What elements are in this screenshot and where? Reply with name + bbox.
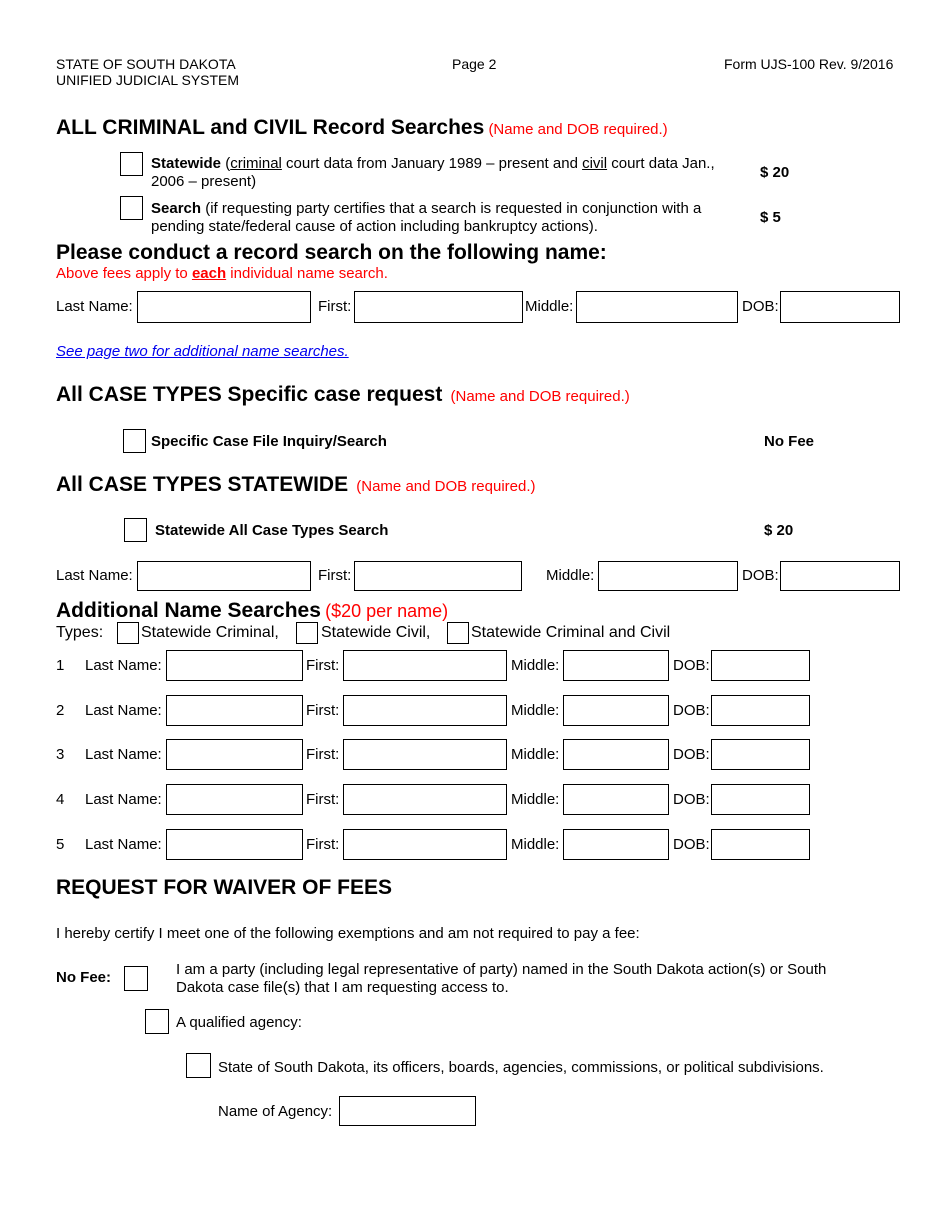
first-name-label: First: [318, 567, 352, 584]
first-name-label: First: [318, 298, 352, 315]
state-line-1: STATE OF SOUTH DAKOTA [56, 56, 236, 72]
types-label: Types: [56, 624, 104, 641]
last-name-field[interactable] [166, 739, 303, 770]
middle-name-label: Middle: [511, 746, 560, 763]
last-name-label: Last Name: [85, 746, 162, 763]
middle-name-field[interactable] [576, 291, 738, 323]
dob-label: DOB: [673, 746, 710, 763]
additional-searches-heading: Additional Name Searches ($20 per name) [56, 599, 449, 622]
certify-text: I hereby certify I meet one of the following exemptions and am not required to pay a fee: [56, 925, 640, 942]
last-name-field[interactable] [166, 650, 303, 681]
type-criminal-checkbox[interactable] [117, 622, 139, 644]
form-id: Form UJS-100 Rev. 9/2016 [724, 56, 894, 72]
first-name-label: First: [306, 657, 340, 674]
type-civil-label: Statewide Civil, [321, 624, 431, 641]
first-name-field[interactable] [343, 784, 507, 815]
middle-name-field[interactable] [563, 650, 669, 681]
middle-name-label: Middle: [511, 791, 560, 808]
required-note: (Name and DOB required.) [356, 478, 536, 495]
additional-price: ($20 per name) [325, 601, 449, 621]
type-criminal-civil-checkbox[interactable] [447, 622, 469, 644]
first-name-field[interactable] [343, 829, 507, 860]
required-note: (Name and DOB required.) [450, 388, 630, 405]
row-number: 2 [56, 702, 65, 719]
last-name-field[interactable] [137, 291, 311, 323]
specific-case-label: Specific Case File Inquiry/Search [151, 433, 387, 450]
middle-name-label: Middle: [511, 836, 560, 853]
row-number: 3 [56, 746, 65, 763]
middle-name-label: Middle: [525, 298, 574, 315]
statewide-checkbox[interactable] [120, 152, 143, 176]
last-name-label: Last Name: [56, 298, 133, 315]
search-checkbox[interactable] [120, 196, 143, 220]
name-of-agency-field[interactable] [339, 1096, 476, 1126]
row-number: 5 [56, 836, 65, 853]
first-name-field[interactable] [343, 650, 507, 681]
dob-field[interactable] [711, 829, 810, 860]
dob-field[interactable] [711, 739, 810, 770]
first-name-field[interactable] [343, 739, 507, 770]
first-name-label: First: [306, 836, 340, 853]
first-name-label: First: [306, 746, 340, 763]
no-fee-label: No Fee: [56, 969, 112, 986]
type-civil-checkbox[interactable] [296, 622, 318, 644]
specific-case-checkbox[interactable] [123, 429, 146, 453]
state-line-2: UNIFIED JUDICIAL SYSTEM [56, 72, 240, 88]
last-name-label: Last Name: [85, 836, 162, 853]
search-fee: $ 5 [760, 209, 781, 226]
specific-case-heading: All CASE TYPES Specific case request (Name and DOB required.) [56, 383, 630, 406]
statewide-description: Statewide (criminal court data from January 1989 – present and civil court data Jan., 2006 – present) [151, 155, 715, 190]
middle-name-field[interactable] [563, 695, 669, 726]
state-agency-checkbox[interactable] [186, 1053, 211, 1078]
party-text: I am a party (including legal representative of party) named in the South Dakota action(s) or South Dakota case file(s) that I am requesting access to. [176, 961, 827, 996]
last-name-label: Last Name: [85, 791, 162, 808]
type-criminal-label: Statewide Criminal, [141, 624, 279, 641]
fee-note: Above fees apply to each individual name search. [56, 265, 388, 282]
last-name-field[interactable] [166, 784, 303, 815]
first-name-field[interactable] [354, 561, 522, 591]
dob-label: DOB: [673, 791, 710, 808]
statewide-all-heading: All CASE TYPES STATEWIDE (Name and DOB required.) [56, 473, 536, 496]
first-name-label: First: [306, 791, 340, 808]
middle-name-field[interactable] [563, 829, 669, 860]
criminal-civil-heading: ALL CRIMINAL and CIVIL Record Searches (Name and DOB required.) [56, 116, 668, 139]
statewide-all-fee: $ 20 [764, 522, 794, 539]
last-name-label: Last Name: [85, 702, 162, 719]
dob-field[interactable] [780, 291, 900, 323]
middle-name-field[interactable] [563, 784, 669, 815]
dob-label: DOB: [673, 702, 710, 719]
first-name-field[interactable] [343, 695, 507, 726]
first-name-label: First: [306, 702, 340, 719]
last-name-label: Last Name: [85, 657, 162, 674]
dob-field[interactable] [711, 784, 810, 815]
statewide-all-label: Statewide All Case Types Search [155, 522, 389, 539]
dob-field[interactable] [711, 650, 810, 681]
search-description: Search (if requesting party certifies that a search is requested in conjunction with a pending state/federal cause of action including bankruptcy actions). [151, 200, 702, 235]
page-number: Page 2 [452, 56, 497, 72]
middle-name-label: Middle: [546, 567, 595, 584]
specific-case-fee: No Fee [764, 433, 815, 450]
type-criminal-civil-label: Statewide Criminal and Civil [471, 624, 671, 641]
record-search-heading: Please conduct a record search on the following name: [56, 241, 607, 264]
additional-searches-link[interactable]: See page two for additional name searches. [56, 343, 349, 360]
dob-label: DOB: [673, 836, 710, 853]
statewide-fee: $ 20 [760, 164, 790, 181]
dob-label: DOB: [742, 567, 779, 584]
name-of-agency-label: Name of Agency: [218, 1103, 333, 1120]
dob-label: DOB: [742, 298, 779, 315]
middle-name-field[interactable] [563, 739, 669, 770]
required-note: (Name and DOB required.) [488, 121, 668, 138]
last-name-field[interactable] [166, 829, 303, 860]
middle-name-label: Middle: [511, 702, 560, 719]
row-number: 4 [56, 791, 65, 808]
state-agency-label: State of South Dakota, its officers, boards, agencies, commissions, or political subdivisions. [218, 1059, 824, 1076]
dob-label: DOB: [673, 657, 710, 674]
last-name-field[interactable] [166, 695, 303, 726]
first-name-field[interactable] [354, 291, 523, 323]
waiver-heading: REQUEST FOR WAIVER OF FEES [56, 876, 393, 899]
dob-field[interactable] [711, 695, 810, 726]
row-number: 1 [56, 657, 65, 674]
middle-name-field[interactable] [598, 561, 738, 591]
party-checkbox[interactable] [124, 966, 148, 991]
qualified-agency-checkbox[interactable] [145, 1009, 169, 1034]
middle-name-label: Middle: [511, 657, 560, 674]
statewide-all-checkbox[interactable] [124, 518, 147, 542]
last-name-field[interactable] [137, 561, 311, 591]
qualified-agency-label: A qualified agency: [176, 1014, 302, 1031]
last-name-label: Last Name: [56, 567, 133, 584]
dob-field[interactable] [780, 561, 900, 591]
